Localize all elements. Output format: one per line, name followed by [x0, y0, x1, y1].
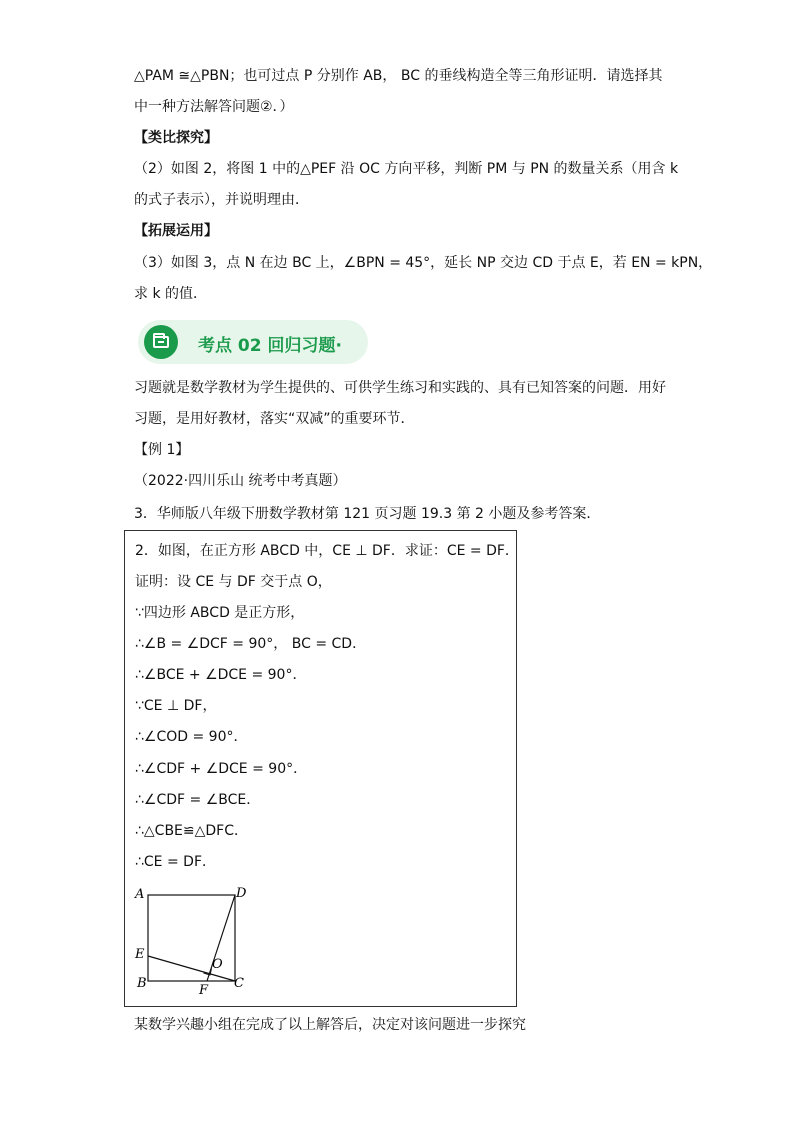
text-line: 的式子表示），并说明理由．	[134, 192, 309, 208]
question-3: （3）如图 3，点 N 在边 BC 上，∠BPN = 45°，延长 NP 交边 CD 于点 E，若 EN = kPN，	[134, 255, 713, 271]
label-b: B	[137, 976, 147, 991]
label-e: E	[135, 947, 145, 962]
text-line: 3．华师版八年级下册数学教材第 121 页习题 19.3 第 2 小题及参考答案．	[134, 506, 601, 522]
text-line: 习题就是数学教材为学生提供的、可供学生练习和实践的、具有已知答案的问题．用好	[134, 380, 666, 396]
label-f: F	[199, 983, 209, 998]
proof-line: 2．如图，在正方形 ABCD 中，CE ⊥ DF．求证：CE = DF．	[135, 543, 519, 559]
proof-line: ∴△CBE≌△DFC．	[135, 823, 249, 839]
proof-line: ∴∠CDF = ∠BCE．	[135, 792, 261, 808]
source-line: （2022·四川乐山 统考中考真题）	[134, 473, 347, 489]
proof-line: ∴∠CDF + ∠DCE = 90°．	[135, 761, 308, 777]
proof-line: ∵四边形 ABCD 是正方形，	[135, 605, 305, 621]
section-heading: 【拓展运用】	[134, 223, 218, 239]
example-heading: 【例 1】	[134, 442, 190, 458]
proof-line: ∵CE ⊥ DF，	[135, 698, 217, 714]
proof-line: ∴CE = DF．	[135, 854, 216, 870]
proof-line: 证明：设 CE 与 DF 交于点 O，	[135, 574, 332, 590]
folder-icon	[144, 325, 178, 359]
text-line: △PAM ≅△PBN；也可过点 P 分别作 AB， BC 的垂线构造全等三角形证明．请选择其	[134, 68, 663, 84]
label-c: C	[234, 976, 244, 991]
label-d: D	[236, 886, 247, 901]
text-line: 中一种方法解答问题②．）	[134, 99, 294, 115]
proof-line: ∴∠COD = 90°．	[135, 729, 248, 745]
label-a: A	[135, 887, 145, 902]
proof-line: ∴∠B = ∠DCF = 90°， BC = CD．	[135, 636, 367, 652]
text-line: 求 k 的值．	[134, 286, 208, 302]
square-figure	[125, 531, 518, 1008]
section-heading: 【类比探究】	[134, 130, 218, 146]
question-2: （2）如图 2，将图 1 中的△PEF 沿 OC 方向平移，判断 PM 与 PN 的数量关系（用含 k	[134, 161, 679, 177]
text-line: 习题，是用好教材，落实“双减”的重要环节．	[134, 411, 415, 427]
footer-line: 某数学兴趣小组在完成了以上解答后，决定对该问题进一步探究	[134, 1017, 526, 1033]
label-o: O	[212, 957, 223, 972]
section-banner	[138, 320, 368, 364]
textbook-excerpt-box	[124, 530, 517, 1007]
proof-line: ∴∠BCE + ∠DCE = 90°．	[135, 667, 307, 683]
banner-title: 考点 02 回归习题·	[198, 336, 342, 356]
